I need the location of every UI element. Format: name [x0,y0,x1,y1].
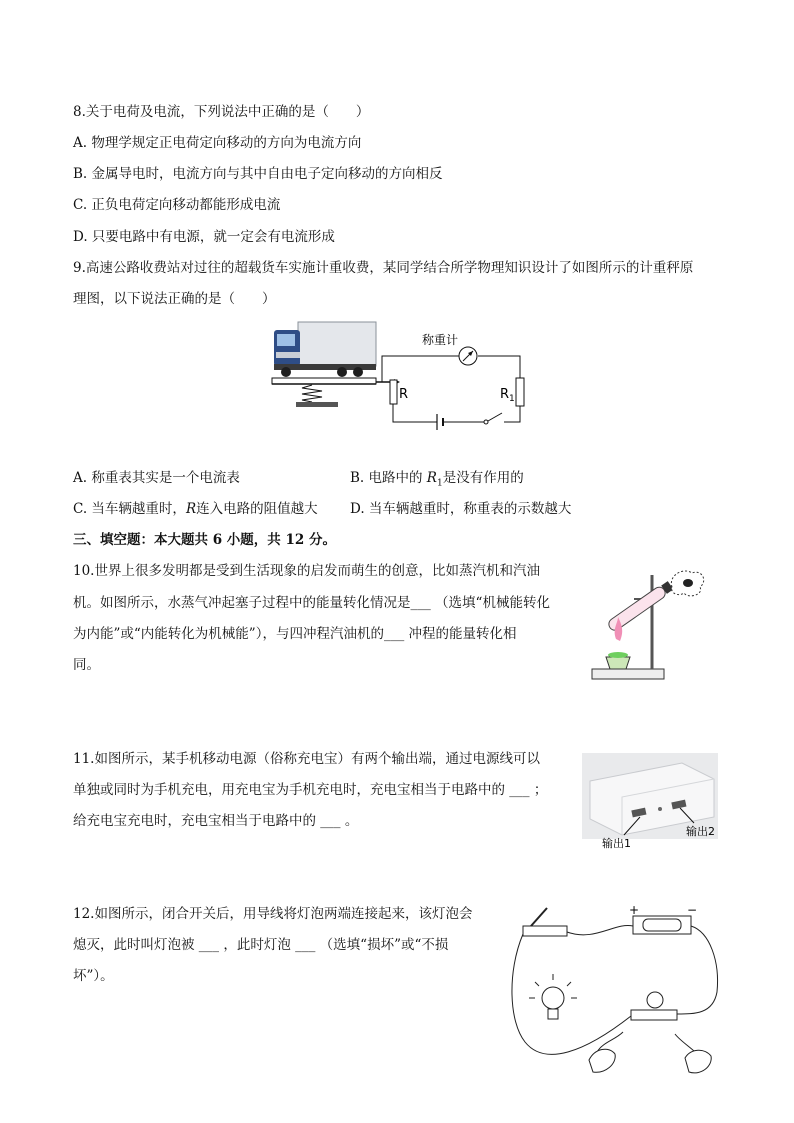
q9-option-c: C. 当车辆越重时，R连入电路的阻值越大 [73,501,318,517]
steam-test-tube-figure [588,565,710,685]
battery-minus-label: − [687,903,698,917]
q8-option-d: D. 只要电路中有电源，就一定会有电流形成 [73,229,335,245]
output-1-label: 输出1 [602,837,631,850]
meter-label: 称重计 [422,333,459,347]
q9-option-d: D. 当车辆越重时，称重表的示数越大 [350,501,572,517]
q9-option-a: A. 称重表其实是一个电流表 [73,470,240,486]
q11-line3: 给充电宝充电时，充电宝相当于电路中的 ___ 。 [73,813,359,829]
battery-plus-label: + [629,903,640,917]
q8-option-c: C. 正负电荷定向移动都能形成电流 [73,197,281,213]
q12-line3: 坏”）。 [73,968,114,984]
light-bulb-icon [529,974,577,1019]
q10-line4: 同。 [73,657,100,673]
section-heading: 三、填空题：本大题共 6 小题，共 12 分。 [73,532,336,548]
q9-option-b: B. 电路中的 $R_1$是没有作用的 [350,470,524,489]
bulb-short-circuit-figure [505,902,725,1087]
q8-option-a: A. 物理学规定正电荷定向移动的方向为电流方向 [73,135,362,151]
q12-line1: 12.如图所示，闭合开关后，用导线将灯泡两端连接起来，该灯泡会 [73,906,473,922]
q11-line2: 单独或同时为手机充电，用充电宝为手机充电时，充电宝相当于电路中的 ___ ； [73,782,548,798]
q12-line2: 熄灭，此时叫灯泡被 ___ ，此时灯泡 ___ （选填“损坏”或“不损 [73,937,449,953]
resistor-r1-label: $R_1$ [500,387,515,404]
q8-stem: 8.关于电荷及电流，下列说法中正确的是（ ） [73,104,370,120]
q9-stem-line2: 理图，以下说法正确的是（ ） [73,291,276,307]
weighing-scale-circuit-figure [262,318,537,436]
q9-stem-line1: 9.高速公路收费站对过往的超载货车实施计重收费，某同学结合所学物理知识设计了如图所示的计重秤原 [73,260,694,276]
truck-icon [274,322,376,377]
q10-line2: 机。如图所示，水蒸气冲起塞子过程中的能量转化情况是___ （选填“机械能转化 [73,595,550,611]
output-2-label: 输出2 [686,825,715,838]
q10-line1: 10.世界上很多发明都是受到生活现象的启发而萌生的创意，比如蒸汽机和汽油 [73,563,540,579]
resistor-r-label: R [399,387,409,402]
power-bank-figure [582,753,718,853]
q11-line1: 11.如图所示，某手机移动电源（俗称充电宝）有两个输出端，通过电源线可以 [73,751,540,767]
q10-line3: 为内能”或“内能转化为机械能”），与四冲程汽油机的___ 冲程的能量转化相 [73,626,517,642]
q8-option-b: B. 金属导电时，电流方向与其中自由电子定向移动的方向相反 [73,166,443,182]
